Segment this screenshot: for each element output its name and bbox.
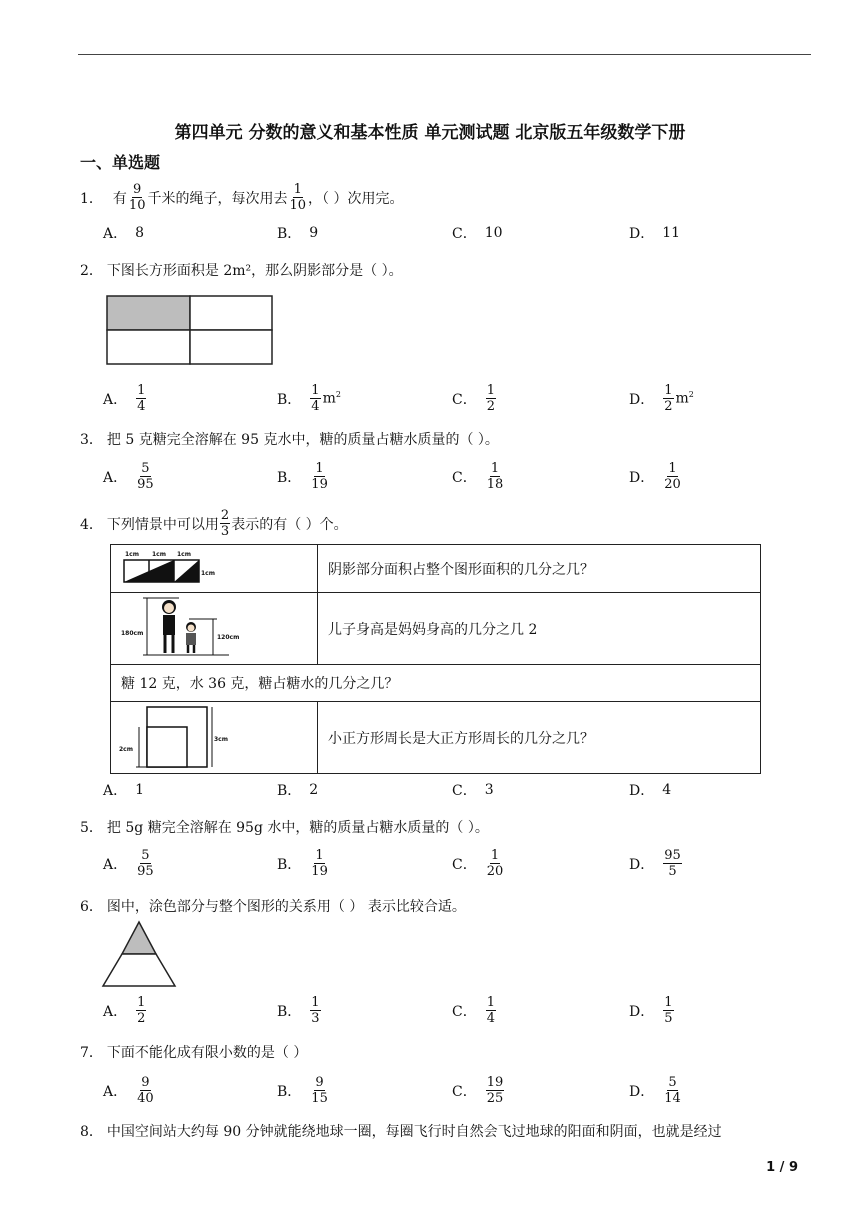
table-cell: 阴影部分面积占整个图形面积的几分之几？ [318, 545, 761, 593]
question-4 [80, 509, 348, 538]
fraction: $\frac{9}{10}$ [128, 182, 146, 213]
question-text: 把 5g 糖完全溶解在 95g 水中，糖的质量占糖水质量的（ ）。 [106, 820, 489, 836]
question-text: 把 5 克糖完全溶解在 95 克水中，糖的质量占糖水质量的（ ）。 [106, 432, 499, 448]
question-7 [80, 1042, 307, 1062]
figure-label: 1cm [177, 550, 191, 558]
table-cell: 糖 12 克，水 36 克，糖占糖水的几分之几？ [111, 665, 761, 702]
question-text: 下列情景中可以用 [106, 516, 219, 533]
question-text: 下面不能化成有限小数的是（ ） [106, 1045, 308, 1061]
question-2 [80, 260, 403, 280]
option-b[interactable]: B． 9 [277, 225, 319, 242]
option-c[interactable]: C． 3 [452, 782, 494, 799]
page-number: 1 / 9 [766, 1160, 798, 1175]
option-c[interactable]: C． $\frac{1}{18}$ [452, 461, 504, 492]
question-1 [80, 183, 403, 212]
height-figure [119, 595, 249, 659]
question-number: 1． [80, 190, 103, 207]
table-cell: 儿子身高是妈妈身高的几分之几 2 [318, 593, 761, 665]
option-b[interactable]: B． $\frac{1}{19}$ [277, 848, 328, 879]
question-number: 3． [80, 432, 103, 448]
option-c[interactable]: C． 10 [452, 225, 503, 242]
question-text: 下图长方形面积是 2m²，那么阴影部分是（ ）。 [106, 263, 403, 279]
question-number: 7． [80, 1045, 103, 1061]
figure-label: 2cm [119, 745, 133, 753]
question-text: 图中，涂色部分与整个图形的关系用（ ） 表示比较合适。 [106, 899, 466, 915]
page-title: 第四单元 分数的意义和基本性质 单元测试题 北京版五年级数学下册 [174, 123, 686, 143]
question-6 [80, 896, 466, 916]
question-text: 有 [112, 190, 127, 207]
question-text: 表示的有（ ）个。 [231, 516, 348, 533]
figure-label: 1cm [152, 550, 166, 558]
question-number: 6． [80, 899, 103, 915]
option-c[interactable]: C． $\frac{1}{20}$ [452, 848, 504, 879]
section-heading: 一、单选题 [80, 153, 161, 172]
figure-label: 1cm [201, 569, 215, 577]
option-c[interactable]: C． $\frac{1}{2}$ [452, 383, 495, 414]
scenario-table [110, 544, 761, 774]
option-b[interactable]: B． $\frac{9}{15}$ [277, 1075, 328, 1106]
options-q5 [103, 849, 803, 879]
figure-cell [111, 702, 318, 774]
question-8 [80, 1121, 722, 1141]
header-rule [78, 54, 811, 55]
triangle-squares-figure [119, 549, 229, 585]
options-q1 [103, 223, 803, 253]
figure-cell [111, 545, 318, 593]
figure-label: 3cm [214, 735, 228, 743]
option-a[interactable]: A． $\frac{5}{95}$ [103, 848, 154, 879]
option-a[interactable]: A． $\frac{9}{40}$ [103, 1075, 154, 1106]
question-text: ，（ ）次用完。 [308, 190, 404, 207]
question-5 [80, 817, 489, 837]
question-number: 8． [80, 1124, 103, 1140]
options-q6 [103, 996, 803, 1026]
options-q7 [103, 1076, 803, 1106]
option-a[interactable]: A． 1 [103, 782, 145, 799]
option-b[interactable]: B． $\frac{1}{19}$ [277, 461, 328, 492]
figure-label: 180cm [121, 629, 144, 637]
rectangle-figure [106, 295, 274, 367]
table-row [111, 702, 761, 774]
table-row [111, 545, 761, 593]
question-3 [80, 429, 499, 449]
question-number: 4． [80, 516, 103, 533]
option-a[interactable]: A． $\frac{5}{95}$ [103, 461, 154, 492]
option-c[interactable]: C． $\frac{1}{4}$ [452, 995, 495, 1026]
option-a[interactable]: A． $\frac{1}{4}$ [103, 383, 146, 414]
figure-cell [111, 593, 318, 665]
table-row [111, 665, 761, 702]
options-q2 [103, 384, 803, 414]
question-number: 2． [80, 263, 103, 279]
option-b[interactable]: B． 2 [277, 782, 319, 799]
option-d[interactable]: D． $\frac{5}{14}$ [629, 1075, 681, 1106]
options-q4 [103, 780, 803, 810]
option-b[interactable]: B． $\frac{1}{4}$ $m^2$ [277, 383, 341, 414]
option-b[interactable]: B． $\frac{1}{3}$ [277, 995, 320, 1026]
option-d[interactable]: D． $\frac{1}{5}$ [629, 995, 673, 1026]
option-d[interactable]: D． $\frac{1}{20}$ [629, 461, 681, 492]
figure-label: 1cm [125, 550, 139, 558]
figure-label: 120cm [217, 633, 240, 641]
table-cell: 小正方形周长是大正方形周长的几分之几？ [318, 702, 761, 774]
fraction: $\frac{2}{3}$ [220, 508, 230, 539]
squares-figure [119, 703, 229, 769]
option-a[interactable]: A． 8 [103, 225, 145, 242]
question-text: 千米的绳子，每次用去 [147, 190, 288, 207]
option-c[interactable]: C． $\frac{19}{25}$ [452, 1075, 504, 1106]
question-text: 中国空间站大约每 90 分钟就能绕地球一圈，每圈飞行时自然会飞过地球的阳面和阴面，也就是经过 [106, 1124, 722, 1140]
option-d[interactable]: D． 11 [629, 225, 681, 242]
question-number: 5． [80, 820, 103, 836]
option-a[interactable]: A． $\frac{1}{2}$ [103, 995, 146, 1026]
table-row [111, 593, 761, 665]
option-d[interactable]: D． 4 [629, 782, 672, 799]
triangle-figure [101, 920, 177, 988]
fraction: $\frac{1}{10}$ [289, 182, 307, 213]
options-q3 [103, 462, 803, 492]
option-d[interactable]: D． $\frac{95}{5}$ [629, 848, 681, 879]
option-d[interactable]: D． $\frac{1}{2}$ $m^2$ [629, 383, 694, 414]
